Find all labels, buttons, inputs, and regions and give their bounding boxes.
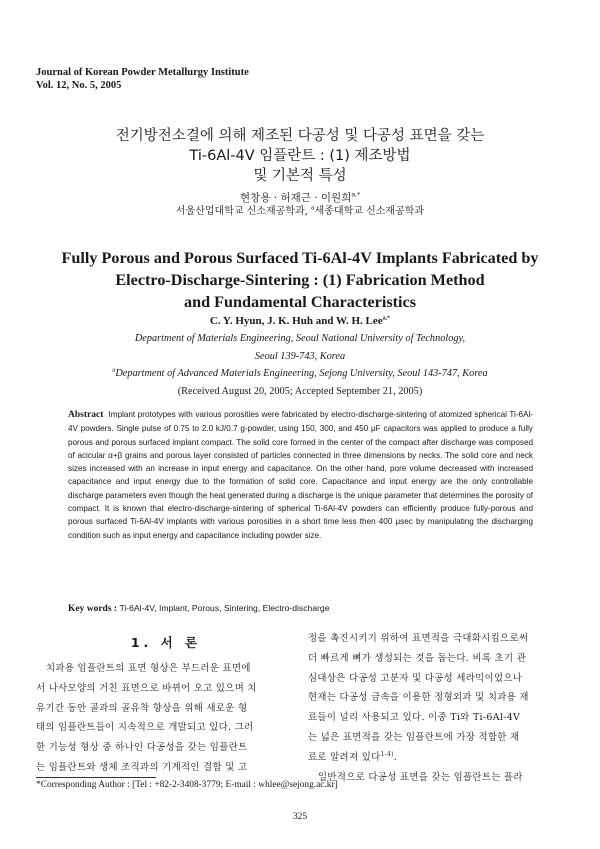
body-line: 현재는 다공성 금속을 이용한 정형외과 및 치과용 재 (308, 692, 529, 704)
journal-volume: Vol. 12, No. 5, 2005 (36, 80, 122, 91)
citation-ref: 1-4) (380, 750, 394, 758)
korean-title-line: 및 기본적 특성 (253, 168, 347, 184)
body-line: 일반적으로 다공성 표면을 갖는 임플란트는 플라 (318, 771, 523, 783)
body-line: 유기간 동안 골과의 골유착 향상을 위해 새로운 형 (36, 702, 248, 714)
right-column (308, 629, 570, 787)
body-line: 는 넓은 표면적을 갖는 임플란트에 가장 적합한 재 (308, 731, 520, 743)
korean-title-line: Ti-6Al-4V 임플란트 : (1) 제조방법 (189, 148, 411, 164)
keywords (68, 602, 533, 616)
korean-author-mark: a,* (351, 191, 360, 199)
body-line: 료로 알려져 있다$^{1-4)}$. (308, 750, 398, 763)
keywords-text: Ti-6Al-4V, Implant, Porous, Sintering, Electro-discharge (119, 603, 330, 613)
affiliation-2-mark: a (112, 367, 116, 374)
affiliation-1-line-1: Department of Materials Engineering, Seoul National University of Technology, (134, 333, 466, 344)
korean-affiliation (0, 205, 600, 219)
korean-affiliation-main: 서울산업대학교 신소재공학과, (175, 206, 312, 217)
body-line-text: 료로 알려져 있다 (308, 751, 381, 763)
english-affiliations (0, 330, 600, 400)
body-line: 심대상은 다공성 고분자 및 다공성 세라믹이었으나 (308, 672, 523, 684)
affiliation-1-line-2: Seoul 139-743, Korea (254, 350, 346, 362)
journal-name: Journal of Korean Powder Metallurgy Institute (36, 67, 249, 78)
footnote: *Corresponding Author : [Tel : +82-2-3408-3779; E-mail : whlee@sejong.ac.kr] (36, 780, 338, 790)
body-line: 더 빠르게 뼈가 생성되는 것을 돕는다. 비록 초기 관 (308, 652, 527, 664)
korean-title (0, 126, 600, 186)
body-line: 한 기능성 형상 중 하나인 다공성을 갖는 임플란트 (36, 742, 248, 754)
affiliation-2 (0, 365, 600, 383)
body-line: 태의 임플란트들이 지속적으로 개발되고 있다. 그러 (36, 722, 254, 734)
affiliation-2-text: Department of Advanced Materials Engineering, Sejong University, Seoul 143-747, Korea (115, 368, 488, 379)
body-line: 서 나사모양의 거친 표면으로 바뀌어 오고 있으며 치 (36, 682, 257, 694)
body-line: 료들이 널리 사용되고 있다. 이중 Ti와 Ti-6Al-4V (308, 712, 521, 724)
abstract-label: Abstract (68, 410, 104, 420)
korean-affiliation-mark: a (311, 204, 315, 212)
keywords-label: Key words : (68, 604, 118, 614)
body-line: 치과용 임플란트의 표면 형상은 부드러운 표면에 (46, 663, 251, 674)
page-number: 325 (292, 812, 308, 822)
english-title-line: and Fundamental Characteristics (183, 293, 416, 311)
body-line: 는 임플란트와 생체 조직과의 기계적인 결합 및 고 (36, 761, 248, 773)
received-dates: (Received August 20, 2005; Accepted September 21, 2005) (177, 385, 423, 397)
footnote-rule (36, 777, 156, 778)
abstract (68, 408, 533, 542)
english-author-names: C. Y. Hyun, J. K. Huh and W. H. Lee (209, 315, 383, 327)
english-title (0, 247, 600, 313)
korean-affiliation-second: 세종대학교 신소재공학과 (314, 206, 425, 217)
korean-author-names: 현창용 · 허재근 · 이원희 (240, 192, 352, 204)
english-title-line: Electro-Discharge-Sintering : (1) Fabrication Method (115, 271, 485, 289)
abstract-text: Implant prototypes with various porosities were fabricated by electro-discharge-sintering of atomized spherical Ti-6Al-4V powders. Single pulse of 0.75 to 2.0 kJ/0.7 g-powder, using 150, 300, and 450 μF capacitors was applied to produce a fully porous and porous surfaced implant compact. The solid core formed in the center of the compact after discharge was composed of acicular α+β grains and porous layer consisted of particles connected in three dimensions by necks. The solid core and neck sizes increased with an increase in input energy and capacitance. On the other hand, pore volume decreased with increased capacitance and input energy due to the formation of solid core. Capacitance and input energy are the only controllable discharge parameters even though the heat generated during a discharge is the unique parameter that determines the porosity of compact. It is known that electro-discharge-sintering of spherical Ti-6Al-4V powders can efficiently produce fully-porous and porous surfaced Ti-6Al-4V implants with various porosities in a short time less then 400 μsec by manipulating the discharging condition such as input energy and capacitance including powder size. (68, 410, 533, 540)
english-author-mark: a,* (382, 315, 391, 322)
english-authors (0, 314, 600, 328)
journal-header (36, 66, 249, 92)
korean-title-line: 전기방전소결에 의해 제조된 다공성 및 다공성 표면을 갖는 (115, 128, 485, 144)
english-title-line: Fully Porous and Porous Surfaced Ti-6Al-4V Implants Fabricated by (61, 249, 539, 267)
body-line: 정을 촉진시키기 위하여 표면적을 극대화시킴으로써 (308, 633, 529, 644)
section-heading: 1. 서 론 (130, 635, 202, 650)
left-column (36, 659, 298, 778)
korean-authors (0, 190, 600, 206)
